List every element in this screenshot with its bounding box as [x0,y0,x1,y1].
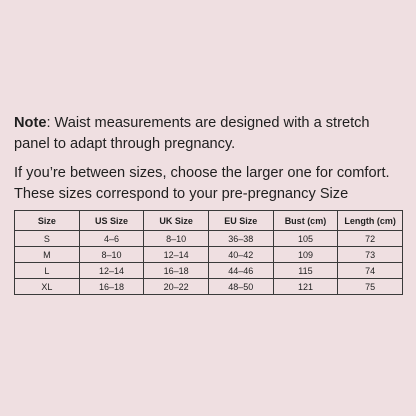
cell-size: L [15,263,80,279]
cell-us-size: 12–14 [79,263,144,279]
cell-length: 72 [338,231,403,247]
cell-bust: 105 [273,231,338,247]
table-header-row [15,211,403,231]
header-us-size: US Size [79,211,144,231]
cell-us-size: 16–18 [79,279,144,295]
cell-eu-size: 36–38 [208,231,273,247]
cell-eu-size: 40–42 [208,247,273,263]
header-size: Size [15,211,80,231]
cell-length: 75 [338,279,403,295]
header-eu-size: EU Size [208,211,273,231]
cell-us-size: 8–10 [79,247,144,263]
cell-bust: 115 [273,263,338,279]
note-text: : Waist measurements are designed with a stretch panel to adapt through pregnancy. [14,115,370,152]
cell-size: XL [15,279,80,295]
cell-bust: 109 [273,247,338,263]
sizing-advice: If you’re between sizes, choose the larger one for comfort. These sizes correspond to your pre-pregnancy Size [14,165,390,202]
cell-uk-size: 12–14 [144,247,209,263]
header-bust: Bust (cm) [273,211,338,231]
cell-uk-size: 8–10 [144,231,209,247]
note-paragraph [14,113,406,155]
cell-bust: 121 [273,279,338,295]
cell-us-size: 4–6 [79,231,144,247]
cell-size: M [15,247,80,263]
header-length: Length (cm) [338,211,403,231]
size-chart-table [14,210,403,295]
cell-length: 73 [338,247,403,263]
cell-eu-size: 44–46 [208,263,273,279]
cell-uk-size: 20–22 [144,279,209,295]
cell-uk-size: 16–18 [144,263,209,279]
cell-size: S [15,231,80,247]
table-row [15,263,403,279]
table-row [15,247,403,263]
cell-length: 74 [338,263,403,279]
cell-eu-size: 48–50 [208,279,273,295]
table-row [15,231,403,247]
header-uk-size: UK Size [144,211,209,231]
table-row [15,279,403,295]
note-label: Note [14,115,47,131]
